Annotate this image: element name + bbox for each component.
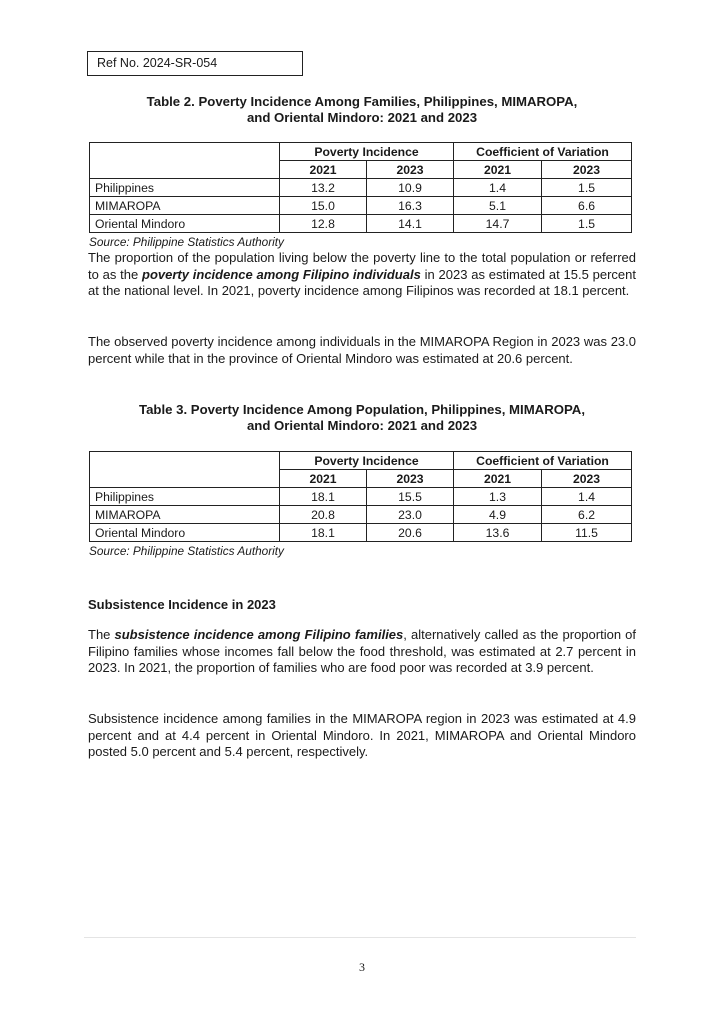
table2-title-line2: and Oriental Mindoro: 2021 and 2023 <box>246 110 478 125</box>
table2-title-line1: Table 2. Poverty Incidence Among Families, Philippines, MIMAROPA, <box>146 94 578 109</box>
row-label: MIMAROPA <box>90 506 280 524</box>
table-row <box>90 524 632 542</box>
table2-title <box>88 94 636 126</box>
table-cell: 15.5 <box>367 488 454 506</box>
table3-year-header: 2023 <box>367 470 454 488</box>
row-label: Philippines <box>90 488 280 506</box>
table3-title-line1: Table 3. Poverty Incidence Among Population, Philippines, MIMAROPA, <box>139 402 585 417</box>
table2-year-header: 2021 <box>280 161 367 179</box>
table-cell: 1.5 <box>542 215 632 233</box>
table3-header-poverty-incidence: Poverty Incidence <box>280 452 454 470</box>
row-label: MIMAROPA <box>90 197 280 215</box>
footer-divider <box>84 937 636 938</box>
table-cell: 16.3 <box>367 197 454 215</box>
table2-source: Source: Philippine Statistics Authority <box>89 235 284 249</box>
table-cell: 18.1 <box>280 488 367 506</box>
table-cell: 23.0 <box>367 506 454 524</box>
table-cell: 18.1 <box>280 524 367 542</box>
table-cell: 20.8 <box>280 506 367 524</box>
table3-header-coefficient-of-variation: Coefficient of Variation <box>454 452 632 470</box>
table-row <box>90 506 632 524</box>
table3-title-line2: and Oriental Mindoro: 2021 and 2023 <box>246 418 478 433</box>
table2-group-header-row <box>90 143 632 161</box>
table-cell: 4.9 <box>454 506 542 524</box>
table-cell: 14.7 <box>454 215 542 233</box>
table-cell: 11.5 <box>542 524 632 542</box>
paragraph-text: , alternatively called as the proportion of Filipino families whose incomes fall below the food threshold, was estimated at 2.7 percent in 2023. In 2021, the proportion of families who are food poor was recorded at 3.9 percent. <box>88 627 636 675</box>
table3-year-header: 2021 <box>280 470 367 488</box>
table-cell: 1.4 <box>454 179 542 197</box>
table2-year-header: 2021 <box>454 161 542 179</box>
table2-year-header: 2023 <box>367 161 454 179</box>
table3 <box>89 451 632 542</box>
table-cell: 14.1 <box>367 215 454 233</box>
row-label: Oriental Mindoro <box>90 215 280 233</box>
table-cell: 1.4 <box>542 488 632 506</box>
table-cell: 1.3 <box>454 488 542 506</box>
paragraph-mimaropa-individuals: The observed poverty incidence among individuals in the MIMAROPA Region in 2023 was 23.0 percent while that in the province of Oriental Mindoro was estimated at 20.6 percent. <box>88 334 636 366</box>
paragraph-emphasis: subsistence incidence among Filipino families <box>114 627 404 642</box>
table-cell: 6.2 <box>542 506 632 524</box>
table2-year-header: 2023 <box>542 161 632 179</box>
table-row <box>90 179 632 197</box>
paragraph-text: in 2023 as estimated at 15.5 percent at the national level. In 2021, poverty incidence among Filipinos was recorded at 18.1 percent. <box>88 266 636 298</box>
paragraph-text: The proportion of the population living below the poverty line to the total population or referred to as the <box>88 250 636 282</box>
table3-year-header: 2023 <box>542 470 632 488</box>
table-cell: 13.2 <box>280 179 367 197</box>
table2-header-poverty-incidence: Poverty Incidence <box>280 143 454 161</box>
paragraph-poverty-individuals <box>88 250 636 300</box>
table-cell: 13.6 <box>454 524 542 542</box>
table-row <box>90 197 632 215</box>
table3-corner-cell <box>90 452 280 488</box>
table3-group-header-row <box>90 452 632 470</box>
table-cell: 10.9 <box>367 179 454 197</box>
table-cell: 6.6 <box>542 197 632 215</box>
table-row <box>90 215 632 233</box>
section-heading: Subsistence Incidence in 2023 <box>88 597 276 612</box>
table2-header-coefficient-of-variation: Coefficient of Variation <box>454 143 632 161</box>
paragraph-subsistence-regional: Subsistence incidence among families in the MIMAROPA region in 2023 was estimated at 4.9 percent and at 4.4 percent in Oriental Mindoro. In 2021, MIMAROPA and Oriental Mindoro posted 5.0 percent and 5.4 percent, respectively. <box>88 711 636 759</box>
table-cell: 15.0 <box>280 197 367 215</box>
paragraph-text: The <box>88 627 115 642</box>
row-label: Oriental Mindoro <box>90 524 280 542</box>
table3-year-header: 2021 <box>454 470 542 488</box>
table3-source: Source: Philippine Statistics Authority <box>89 544 284 558</box>
reference-number-box: Ref No. 2024-SR-054 <box>87 51 303 76</box>
table2 <box>89 142 632 233</box>
paragraph-subsistence-national <box>88 627 636 677</box>
row-label: Philippines <box>90 179 280 197</box>
table-row <box>90 488 632 506</box>
paragraph-emphasis: poverty incidence among Filipino individuals <box>142 266 421 282</box>
table-cell: 5.1 <box>454 197 542 215</box>
table-cell: 20.6 <box>367 524 454 542</box>
table2-corner-cell <box>90 143 280 179</box>
page-number: 3 <box>359 960 365 974</box>
table-cell: 12.8 <box>280 215 367 233</box>
table-cell: 1.5 <box>542 179 632 197</box>
table3-title <box>88 402 636 434</box>
